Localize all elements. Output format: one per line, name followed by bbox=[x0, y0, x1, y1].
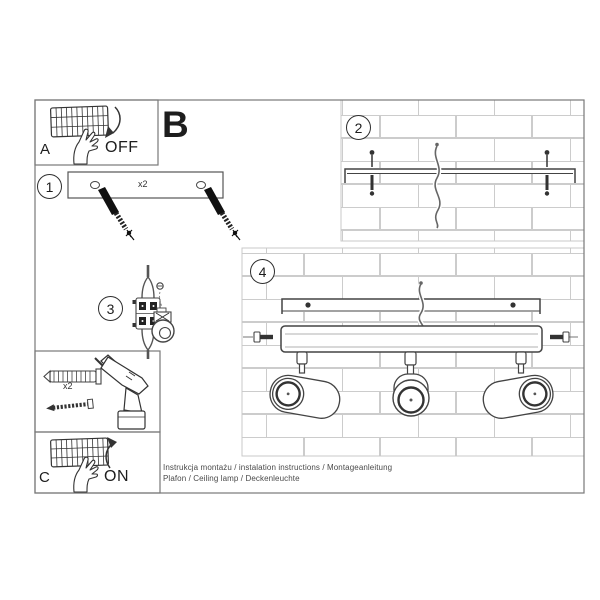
lamp-bar-drawing bbox=[281, 326, 542, 352]
footer-product-line: Plafon / Ceiling lamp / Deckenleuchte bbox=[163, 474, 300, 483]
bracket-screw-dot-right bbox=[510, 302, 515, 307]
bracket-screw-dot-left bbox=[305, 302, 310, 307]
drill-icon bbox=[95, 355, 148, 429]
step-2-badge: 2 bbox=[346, 115, 371, 140]
step-1-badge: 1 bbox=[37, 174, 62, 199]
off-label: OFF bbox=[105, 139, 139, 156]
on-label: ON bbox=[104, 468, 129, 485]
step-c-label: C bbox=[39, 469, 50, 486]
step-4-badge: 4 bbox=[250, 259, 275, 284]
footer-instructions-line: Instrukcja montażu / instalation instructions / Montageanleitung bbox=[163, 463, 393, 472]
panel-3-drawing bbox=[133, 265, 175, 359]
panel-1-drawing bbox=[68, 172, 240, 240]
spotlight-middle bbox=[393, 374, 429, 416]
step-3-badge: 3 bbox=[98, 296, 123, 321]
breaker-switch-icon bbox=[51, 438, 109, 467]
screw-hole-left bbox=[91, 182, 100, 189]
screw-hole-right bbox=[197, 182, 206, 189]
step-b-label: B bbox=[162, 104, 189, 145]
panel-4-drawing bbox=[243, 281, 578, 421]
cable-clamp-drawing bbox=[152, 283, 174, 342]
step-a-label: A bbox=[40, 141, 51, 158]
breaker-switch-icon bbox=[51, 106, 109, 137]
screw-icon bbox=[46, 399, 94, 413]
quantity-step1: x2 bbox=[138, 179, 148, 189]
panel-drill-drawing bbox=[44, 355, 148, 429]
quantity-drill: x2 bbox=[63, 381, 73, 391]
